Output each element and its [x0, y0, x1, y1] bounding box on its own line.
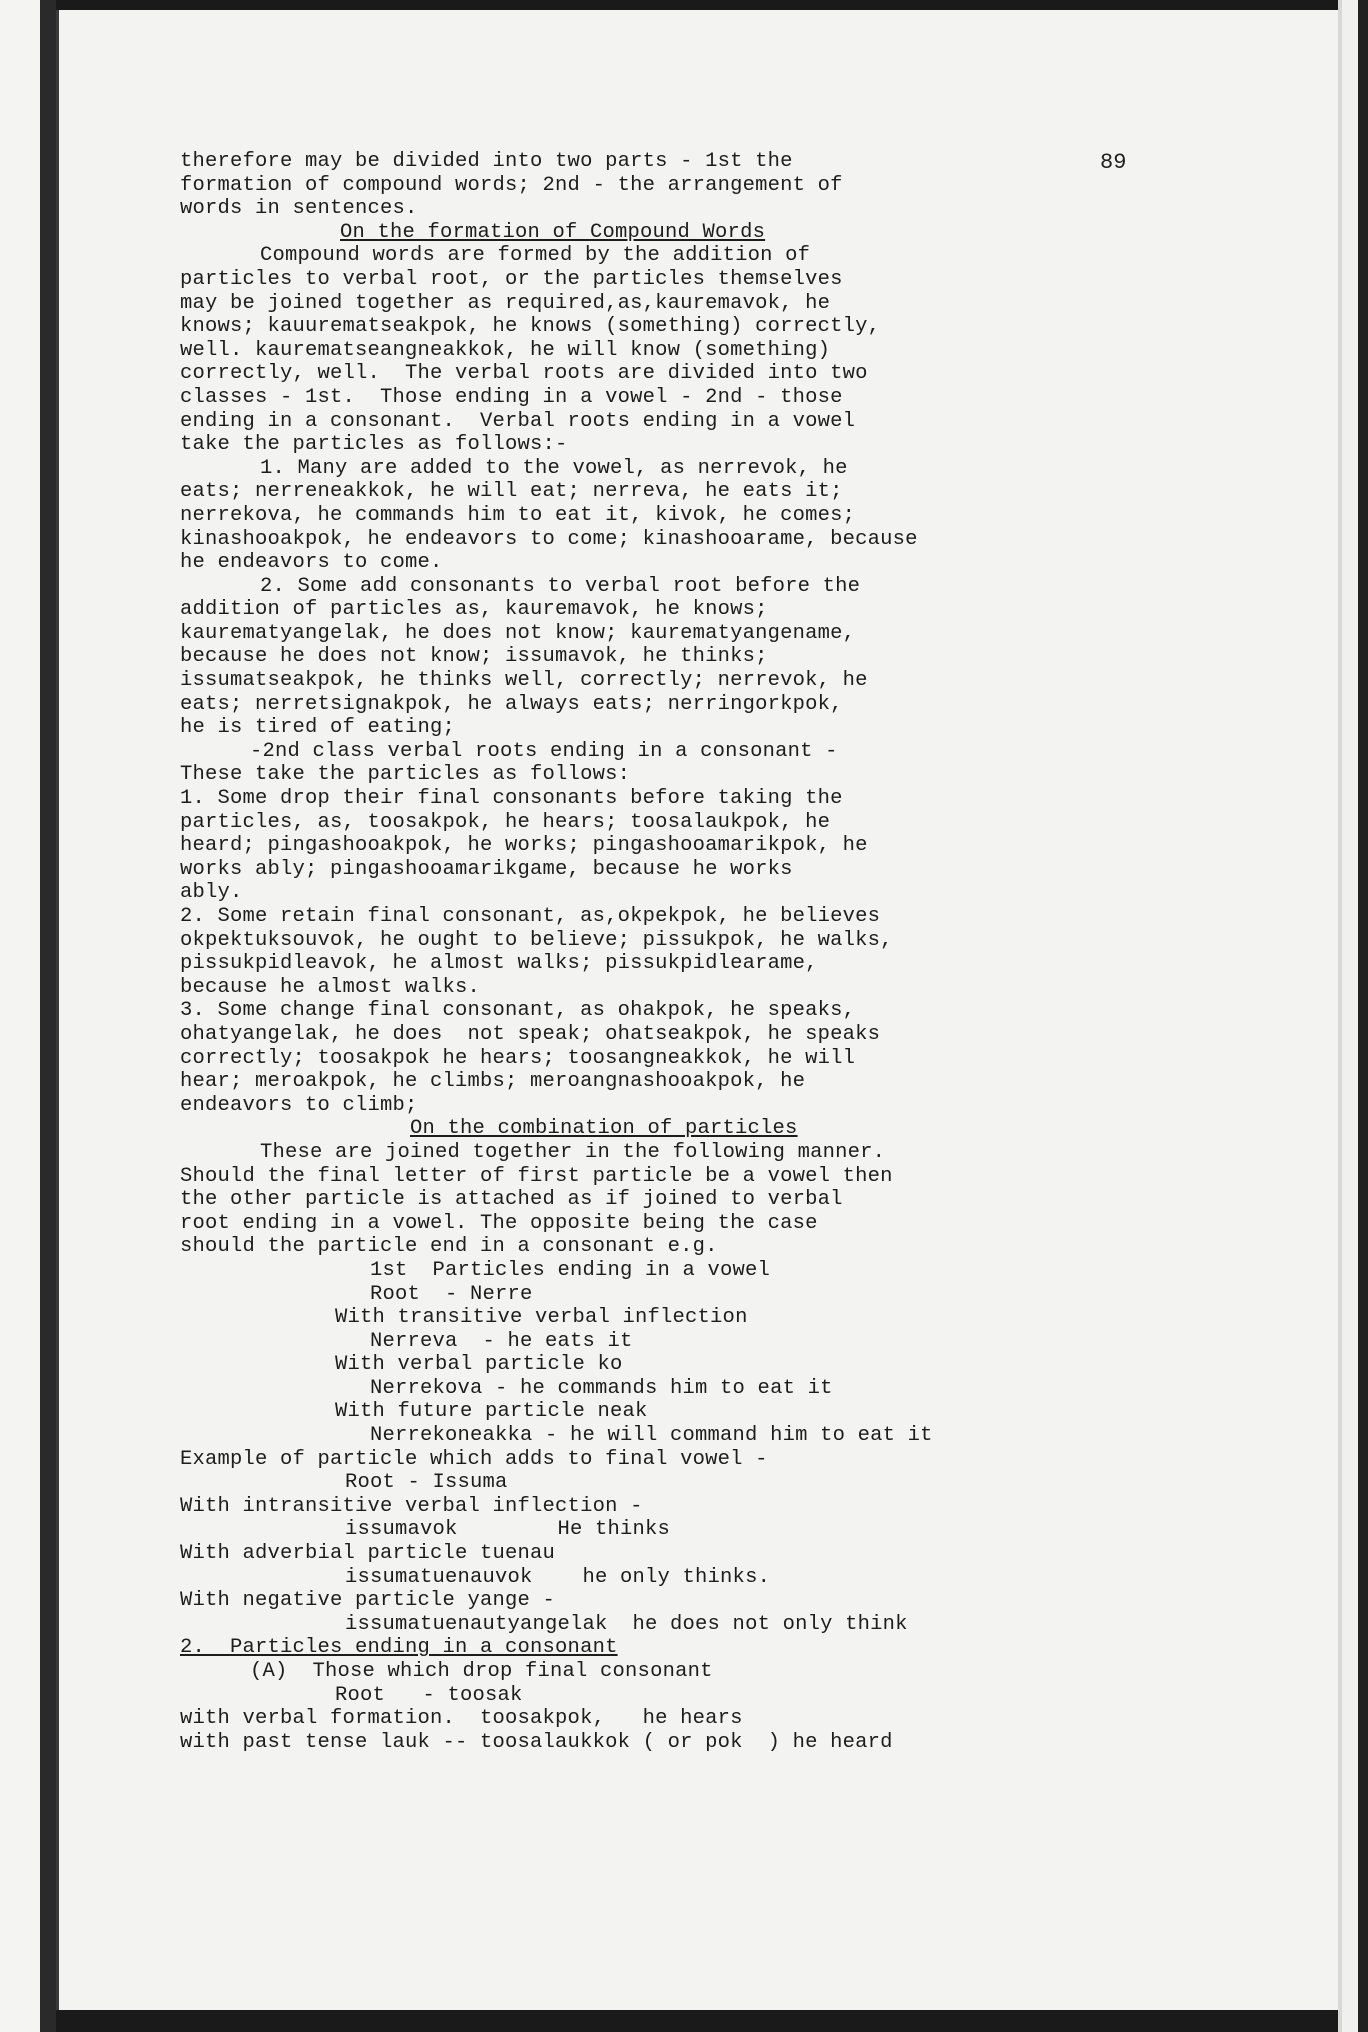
text-line: These are joined together in the following manner.: [260, 1140, 886, 1164]
text-line: root ending in a vowel. The opposite being the case: [180, 1211, 818, 1235]
typewritten-body: [180, 150, 1180, 1754]
text-line: eats; nerreneakkok, he will eat; nerreva, he eats it;: [180, 480, 843, 504]
text-line: These take the particles as follows:: [180, 763, 631, 787]
section-heading: On the formation of Compound Words: [340, 220, 766, 244]
section-heading: 2. Particles ending in a consonant: [180, 1636, 618, 1660]
text-line: Root - toosak: [335, 1683, 523, 1707]
text-line: Root - Issuma: [345, 1471, 508, 1495]
text-line: take the particles as follows:-: [180, 433, 568, 457]
text-line: -2nd class verbal roots ending in a consonant -: [250, 739, 838, 763]
text-line: With adverbial particle tuenau: [180, 1542, 556, 1566]
text-line: issumavok He thinks: [345, 1518, 671, 1542]
text-line: pissukpidleavok, he almost walks; pissukpidlearame,: [180, 952, 818, 976]
text-line: Example of particle which adds to final vowel -: [180, 1447, 768, 1471]
text-line: ably.: [180, 881, 243, 905]
text-line: heard; pingashooakpok, he works; pingashooamarikpok, he: [180, 834, 868, 858]
text-line: With future particle neak: [335, 1400, 648, 1424]
text-line: With intransitive verbal inflection -: [180, 1494, 643, 1518]
text-line: okpektuksouvok, he ought to believe; pissukpok, he walks,: [180, 928, 893, 952]
section-heading: On the combination of particles: [410, 1117, 798, 1141]
text-line: addition of particles as, kauremavok, he knows;: [180, 598, 768, 622]
text-line: Nerreva - he eats it: [370, 1329, 633, 1353]
text-line: because he does not know; issumavok, he thinks;: [180, 645, 768, 669]
text-line: 2. Some retain final consonant, as,okpekpok, he believes: [180, 905, 881, 928]
text-line: eats; nerretsignakpok, he always eats; nerringorkpok,: [180, 692, 843, 716]
text-line: with past tense lauk -- toosalaukkok ( or pok ) he heard: [180, 1730, 893, 1754]
text-line: ohatyangelak, he does not speak; ohatseakpok, he speaks: [180, 1022, 881, 1046]
text-line: 2. Some add consonants to verbal root before the: [260, 574, 861, 598]
text-line: Compound words are formed by the addition of: [260, 244, 811, 268]
text-line: formation of compound words; 2nd - the arrangement of: [180, 173, 843, 197]
text-line: With negative particle yange -: [180, 1589, 556, 1613]
text-line: 3. Some change final consonant, as ohakpok, he speaks,: [180, 999, 856, 1023]
text-line: ending in a consonant. Verbal roots ending in a vowel: [180, 409, 856, 433]
text-line: With verbal particle ko: [335, 1353, 623, 1377]
text-line: issumatuenautyangelak he does not only think: [345, 1612, 908, 1636]
text-line: well. kaurematseangneakkok, he will know (something): [180, 338, 831, 362]
text-line: classes - 1st. Those ending in a vowel - 2nd - those: [180, 385, 843, 409]
text-line: hear; meroakpok, he climbs; meroangnashooakpok, he: [180, 1070, 806, 1094]
text-line: Should the final letter of first particle be a vowel then: [180, 1164, 893, 1188]
text-line: (A) Those which drop final consonant: [250, 1660, 713, 1683]
text-line: 1. Some drop their final consonants before taking the: [180, 787, 843, 811]
text-line: particles to verbal root, or the particles themselves: [180, 267, 843, 291]
text-line: With transitive verbal inflection: [335, 1306, 748, 1330]
text-line: should the particle end in a consonant e.g.: [180, 1235, 718, 1259]
text-line: he is tired of eating;: [180, 716, 456, 740]
page-number: 89: [1100, 150, 1127, 175]
text-line: nerrekova, he commands him to eat it, kivok, he comes;: [180, 503, 856, 527]
text-line: 1st Particles ending in a vowel: [370, 1258, 771, 1282]
text-line: kaurematyangelak, he does not know; kaurematyangename,: [180, 621, 856, 645]
right-page-edge: [1338, 0, 1368, 2032]
text-line: with verbal formation. toosakpok, he hears: [180, 1707, 743, 1731]
text-line: the other particle is attached as if joined to verbal: [180, 1188, 843, 1212]
text-line: words in sentences.: [180, 197, 418, 221]
left-page-edge: [0, 0, 56, 2032]
text-line: works ably; pingashooamarikgame, because he works: [180, 857, 793, 881]
text-line: particles, as, toosakpok, he hears; toosalaukpok, he: [180, 810, 831, 834]
text-line: may be joined together as required,as,kauremavok, he: [180, 291, 831, 315]
text-line: issumatuenauvok he only thinks.: [345, 1565, 771, 1589]
text-line: he endeavors to come.: [180, 551, 443, 575]
text-line: because he almost walks.: [180, 975, 481, 999]
text-line: Nerrekoneakka - he will command him to eat it: [370, 1424, 933, 1448]
text-line: correctly; toosakpok he hears; toosangneakkok, he will: [180, 1046, 856, 1070]
text-line: endeavors to climb;: [180, 1093, 418, 1117]
text-line: knows; kauurematseakpok, he knows (something) correctly,: [180, 315, 881, 339]
text-line: issumatseakpok, he thinks well, correctly; nerrevok, he: [180, 669, 868, 693]
text-line: Root - Nerre: [370, 1282, 533, 1306]
text-line: 1. Many are added to the vowel, as nerrevok, he: [260, 456, 848, 480]
text-line: kinashooakpok, he endeavors to come; kinashooarame, because: [180, 527, 918, 551]
text-line: Nerrekova - he commands him to eat it: [370, 1376, 833, 1400]
text-line: therefore may be divided into two parts - 1st the: [180, 150, 793, 173]
text-line: correctly, well. The verbal roots are divided into two: [180, 362, 868, 386]
